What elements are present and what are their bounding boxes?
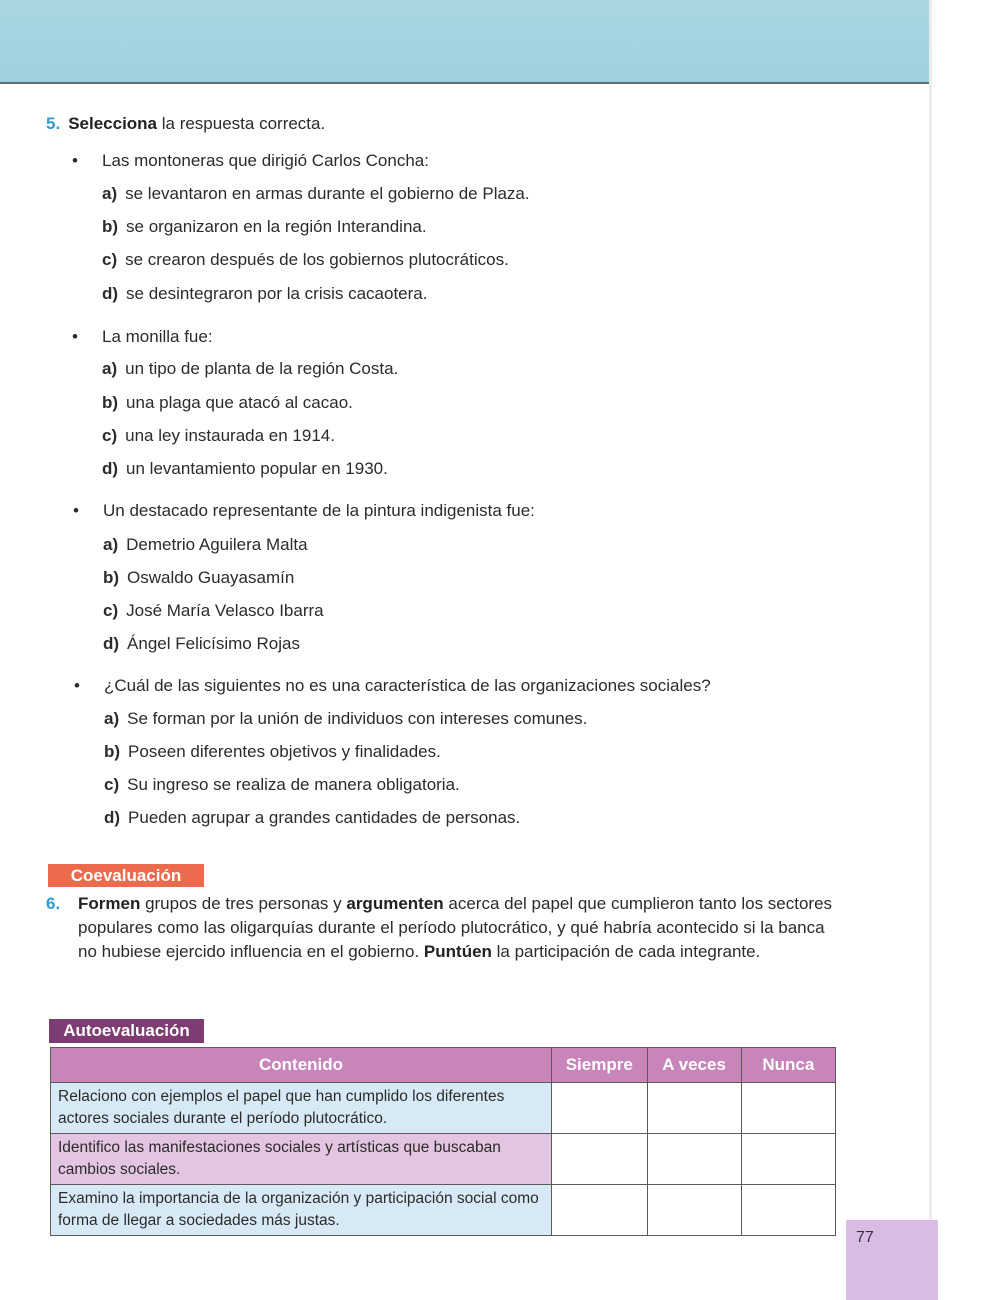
nunca-cell[interactable]: [741, 1083, 835, 1134]
answer-option[interactable]: c) Su ingreso se realiza de manera obligatoria.: [104, 775, 460, 794]
question-verb: Selecciona: [68, 114, 158, 133]
page-edge: [929, 0, 932, 1300]
answer-option[interactable]: d) se desintegraron por la crisis cacaotera.: [102, 284, 428, 303]
siempre-cell[interactable]: [552, 1083, 648, 1134]
answer-option[interactable]: b) Poseen diferentes objetivos y finalidades.: [104, 742, 441, 761]
answer-option[interactable]: d) Ángel Felicísimo Rojas: [103, 634, 300, 653]
nunca-cell[interactable]: [741, 1134, 835, 1185]
question-6-text: Formen grupos de tres personas y argumenten acerca del papel que cumplieron tanto los sectores populares como las oligarquías durante el período plutocrático, y qué habría acontecido si la banca no hubiese ejercido influencia en el gobierno. Puntúen la participación de cada integrante.: [78, 894, 833, 961]
siempre-cell[interactable]: [552, 1185, 648, 1236]
question-number: 5.: [46, 114, 61, 133]
nunca-cell[interactable]: [741, 1185, 835, 1236]
answer-option[interactable]: c) una ley instaurada en 1914.: [102, 426, 335, 445]
a-veces-cell[interactable]: [647, 1185, 741, 1236]
a-veces-cell[interactable]: [647, 1134, 741, 1185]
header-nunca: Nunca: [741, 1048, 835, 1083]
answer-option[interactable]: b) una plaga que atacó al cacao.: [102, 393, 353, 412]
question-stem: • Las montoneras que dirigió Carlos Concha:: [72, 151, 429, 170]
answer-option[interactable]: a) un tipo de planta de la región Costa.: [102, 359, 399, 378]
question-stem: • ¿Cuál de las siguientes no es una característica de las organizaciones sociales?: [74, 676, 711, 695]
question-stem: • Un destacado representante de la pintura indigenista fue:: [73, 501, 535, 520]
answer-option[interactable]: b) Oswaldo Guayasamín: [103, 568, 295, 587]
row-content: Identifico las manifestaciones sociales y artísticas que buscaban cambios sociales.: [51, 1134, 552, 1185]
table-row: [51, 1185, 836, 1236]
row-content: Examino la importancia de la organización y participación social como forma de llegar a sociedades más justas.: [51, 1185, 552, 1236]
table-row: [51, 1083, 836, 1134]
bullet-icon: •: [73, 501, 79, 520]
header-siempre: Siempre: [552, 1048, 648, 1083]
coevaluacion-badge: Coevaluación: [48, 864, 204, 887]
bullet-icon: •: [74, 676, 80, 695]
question-5-heading: [46, 114, 325, 134]
bullet-icon: •: [72, 151, 78, 170]
answer-option[interactable]: c) se crearon después de los gobiernos plutocráticos.: [102, 250, 509, 269]
table-header-row: [51, 1048, 836, 1083]
answer-option[interactable]: d) Pueden agrupar a grandes cantidades de personas.: [104, 808, 521, 827]
autoevaluacion-badge: Autoevaluación: [49, 1019, 204, 1043]
question-stem: • La monilla fue:: [72, 327, 213, 346]
answer-option[interactable]: b) se organizaron en la región Interandina.: [102, 217, 427, 236]
header-a-veces: A veces: [647, 1048, 741, 1083]
header-contenido: Contenido: [51, 1048, 552, 1083]
table-row: [51, 1134, 836, 1185]
answer-option[interactable]: a) Se forman por la unión de individuos con intereses comunes.: [104, 709, 588, 728]
question-instruction: la respuesta correcta.: [157, 114, 326, 133]
page-number: 77: [856, 1229, 874, 1246]
autoevaluacion-table: [50, 1047, 836, 1236]
answer-option[interactable]: d) un levantamiento popular en 1930.: [102, 459, 388, 478]
top-color-band: [0, 0, 930, 84]
row-content: Relaciono con ejemplos el papel que han cumplido los diferentes actores sociales durante el período plutocrático.: [51, 1083, 552, 1134]
question-6: [46, 892, 846, 964]
answer-option[interactable]: a) se levantaron en armas durante el gobierno de Plaza.: [102, 184, 530, 203]
bullet-icon: •: [72, 327, 78, 346]
siempre-cell[interactable]: [552, 1134, 648, 1185]
question-number: 6.: [46, 894, 61, 913]
a-veces-cell[interactable]: [647, 1083, 741, 1134]
answer-option[interactable]: a) Demetrio Aguilera Malta: [103, 535, 308, 554]
answer-option[interactable]: c) José María Velasco Ibarra: [103, 601, 324, 620]
